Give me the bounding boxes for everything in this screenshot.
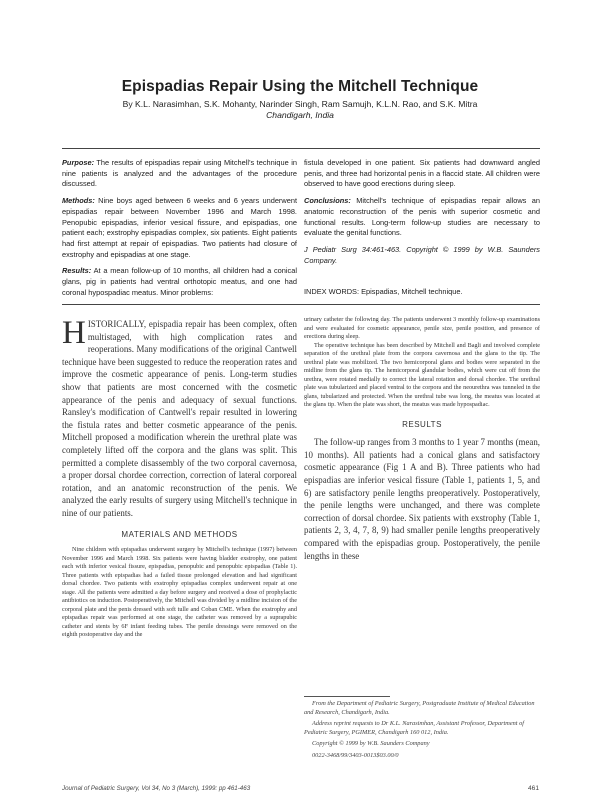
page-number: 461 <box>528 785 540 792</box>
abstract-citation: J Pediatr Surg 34:461-463. Copyright © 1999 by W.B. Saunders Company. <box>304 244 540 265</box>
footnotes <box>304 700 540 764</box>
author-list: By K.L. Narasimhan, S.K. Mohanty, Narinder Singh, Ram Samujh, K.L.N. Rao, and S.K. Mitra <box>122 99 478 109</box>
footnote-affiliation: From the Department of Pediatric Surgery, Postgraduate Institute of Medical Education and Research, Chandigarh, India. <box>304 700 535 716</box>
footnote-reprints: Address reprint requests to Dr K.L. Narasimhan, Assistant Professor, Department of Pediatric Surgery, PGIMER, Chandigarh 160 012, India. <box>304 720 525 736</box>
abstract-methods: Methods: Nine boys aged between 6 weeks and 6 years underwent epispadias repair between November 1996 and March 1998. Penopubic epispadias, inferior vesical fissure, and epispadias, one patient each; exstrophy epispadias complex, six patients. Eight patients had first attempt at repair of epispadias. Two patients had closure of exstrophy and epispadias at one stage. <box>62 196 297 259</box>
dropcap: H <box>62 315 86 351</box>
journal-footer: Journal of Pediatric Surgery, Vol 34, No 3 (March), 1999: pp 461-463 <box>62 785 251 792</box>
paper-title: Epispadias Repair Using the Mitchell Technique <box>121 78 479 95</box>
results-paragraph: The follow-up ranges from 3 months to 1 year 7 months (mean, 10 months). All patients had a conical glans and satisfactory cosmetic appearance (Fig 1 A and B). Three patients who had epispadias are inferior vesical fissure (Table 1, patients 1, 5, and 6) are satisfactory penile lengths preoperatively. Postoperatively, the penile lengths were unchanged, and there was complete correction of dorsal chordee. Six patients with exstrophy (Table 1, patients 2, 3, 4, 7, 8, 9) had smaller penile lengths preoperatively compared with the epispadias group. Postoperatively, the penile lengths in these <box>304 437 540 561</box>
footnote-copyright: Copyright © 1999 by W.B. Saunders Company <box>312 740 430 748</box>
abstract-results: Results: At a mean follow-up of 10 months, all children had a conical glans, pig in patients had ventral orthotopic meatus, and one had coronal hypospadiac meatus. Minor problems: <box>62 266 297 297</box>
top-rule <box>62 148 540 149</box>
author-block <box>0 99 600 121</box>
abstract-left-column <box>62 158 297 304</box>
abstract-purpose: Purpose: The results of epispadias repair using Mitchell's technique in nine patients is analyzed and the advantages of the procedure discussed. <box>62 158 297 189</box>
left-body-column <box>62 315 297 640</box>
index-words: INDEX WORDS: Epispadias, Mitchell technique. <box>304 287 463 296</box>
results-heading: RESULTS <box>402 419 442 429</box>
abstract-right-column <box>304 158 540 272</box>
abstract-results-cont: fistula developed in one patient. Six patients had downward angled penis, and three had horizontal penis in a flaccid state. All children were observed to have good erections during sleep. <box>304 158 540 189</box>
methods-heading: MATERIALS AND METHODS <box>121 529 238 539</box>
footnote-issn: 0022-3468/99/3403-0013$03.00/0 <box>312 751 399 759</box>
methods-paragraph: Nine children with epispadias underwent surgery by Mitchell's technique (1997) between November 1996 and March 1998. Six patients were having bladder exstrophy, one patient each with inferior vesical fissure, epispadias, penopubic and penopubic epispadias (Table 1). Three patients with epispadias had a failed tissue prolonged elevation and had significant dorsal chordee. Two patients with exstrophy epispadias complex underwent repair at one stage. All the patients were admitted a day before surgery and received a dose of prophylactic antibiotics on induction. Postoperatively, the Mitchell was divided by a midline incision of the corporal plate and the penis dressed with soft tulle and Coban CME. When the exstrophy and epispadias repair was performed at one stage, the catheter was removed by a suprapubic catheter and stents by 6F infant feeding tubes. The penile dressings were removed on the eighth postoperative day and the <box>62 546 297 639</box>
right-body-column <box>304 316 540 562</box>
intro-paragraph: HISTORICALLY, epispadia repair has been complex, often multistaged, with high complication rates and reoperations. Many modifications of the original Cantwell technique have been suggested to reduce the reoperation rates and improve the cosmetic appearance of penis. Long-term studies show that patients are most concerned with the cosmetic appearance of the penis and adequacy of sexual functions. Ransley's modification of Cantwell's repair resulted in lowering the fistula rates and better cosmetic appearance of the penis. Mitchell proposed a modification wherein the urethral plate was completely lifted off the corpora and the glans was split. This permitted a complete disassembly of the two corporal cavernosa, a proper dorsal chordee correction, correction of lateral corporeal rotation, and an anatomic reconstruction of the penis. We analyzed the early results of surgery using Mitchell's technique in nine of our patients. <box>62 315 297 518</box>
followup-paragraph: urinary catheter the following day. The patients underwent 3 monthly follow-up examinations and were evaluated for cosmetic appearance, penile size, penile position, and presence of erections during sleep. <box>304 316 540 340</box>
footnote-rule <box>304 696 390 697</box>
abstract-conclusions: Conclusions: Mitchell's technique of epispadias repair allows an anatomic reconstruction of the penis with superior cosmetic and functional results. Long-term follow-up studies are necessary to evaluate the genital functions. <box>304 196 540 238</box>
technique-paragraph: The operative technique has been described by Mitchell and Bagli and involved complete separation of the urethral plate from the corpora cavernosa and the glans to the tip. The urethral plate was mobilized. The two hemicorporal glans and bodies were separated in the midline from the glans tip. The hemicorporal glandular bodies, which were cut off from the urethra, were rotated medially to correct the lateral rotation and dorsal chordee. The urethral plate was tubularized and placed ventral to the corpora and the neourethra was tunneled in the glans, tubularized and protected. When the urethral tube was long, the meatus was located at the glans tip. When the plate was short, the meatus was made hypospadiac. <box>304 341 540 408</box>
affiliation: Chandigarh, India <box>266 110 334 120</box>
abstract-bottom-rule <box>62 304 540 305</box>
